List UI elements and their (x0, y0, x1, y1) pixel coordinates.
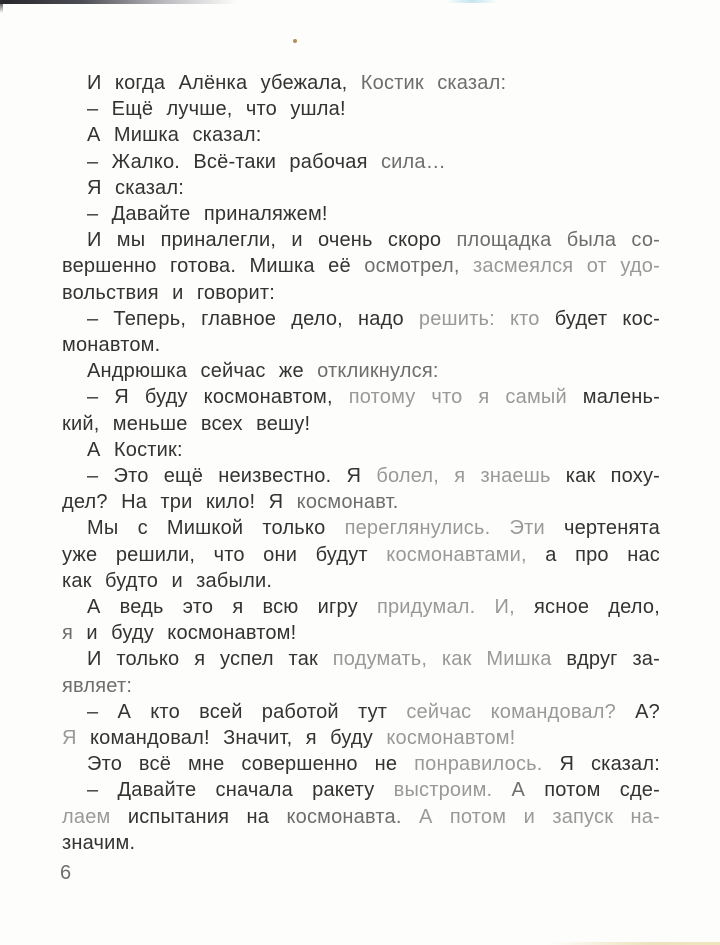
text-segment: малень- (582, 386, 660, 409)
text-line (62, 463, 660, 489)
text-segment: Я сказал: (87, 176, 185, 199)
text-segment: А Костик: (87, 438, 183, 461)
text-segment: значим. (62, 831, 136, 854)
text-line (62, 620, 660, 646)
text-line (62, 804, 660, 830)
text-segment: Костик сказал: (360, 72, 507, 94)
text-segment: космонавтами, (386, 543, 546, 566)
text-segment: – Теперь, главное дело, надо (87, 307, 419, 330)
text-segment: командовал! Значит, я буду (90, 727, 387, 750)
text-segment: переглянулись. Эти (344, 517, 564, 540)
text-segment: и буду космонавтом! (86, 622, 297, 645)
text-line (62, 358, 660, 384)
text-line (62, 542, 660, 568)
scan-artifact-top-tint (446, 0, 498, 3)
text-segment: сейчас командовал? (406, 700, 636, 723)
text-segment: Это всё мне совершенно не (87, 753, 415, 776)
text-line (62, 699, 660, 725)
text-segment: подумать, как Мишка (332, 648, 567, 671)
text-line (62, 253, 660, 279)
text-line (62, 751, 660, 777)
text-segment: как будто и забыли. (62, 569, 273, 592)
text-segment: космонавтом! (386, 727, 516, 750)
text-line (62, 70, 660, 96)
text-line (62, 673, 660, 699)
text-segment: И мы приналегли, и очень скоро (87, 229, 457, 252)
text-segment: Мы с Мишкой только (87, 517, 345, 540)
text-segment: А Мишка сказал: (87, 124, 262, 147)
text-line (62, 594, 660, 620)
text-segment: – Жалко. Всё-таки рабочая (87, 150, 381, 173)
text-line (62, 384, 660, 410)
text-line (62, 332, 660, 358)
text-segment: я (62, 622, 87, 645)
text-line (62, 306, 660, 332)
text-segment: вершенно готова. Мишка её (62, 255, 365, 278)
text-line (62, 96, 660, 122)
text-line (62, 280, 660, 306)
text-segment: А потом и запуск на- (418, 805, 660, 828)
text-segment: будет кос- (554, 307, 660, 330)
text-line (62, 515, 660, 541)
text-segment: являет: (62, 674, 133, 697)
text-segment: А ведь это я всю игру (87, 596, 377, 619)
text-line (62, 122, 660, 148)
text-line (62, 201, 660, 227)
text-segment: Андрюшка сейчас же (87, 360, 318, 383)
text-segment: решить: кто (418, 307, 555, 330)
text-segment: космонавта. (286, 805, 419, 828)
text-line (62, 411, 660, 437)
text-segment: И только я успел так (87, 648, 333, 671)
text-segment: потому что я самый (348, 386, 583, 409)
text-line (62, 437, 660, 463)
text-segment: вдруг за- (566, 648, 660, 671)
text-segment: сила… (380, 150, 446, 173)
text-segment: – А кто всей работой тут (87, 700, 407, 723)
scan-artifact-left-edge (0, 0, 3, 13)
speck-mark (293, 39, 297, 43)
text-column (62, 70, 660, 856)
page-number: 6 (60, 862, 72, 884)
text-line (62, 646, 660, 672)
text-segment: уже решили, что они будут (62, 543, 387, 566)
text-segment: – Это ещё неизвестно. Я (87, 465, 377, 488)
text-segment: – Давайте приналяжем! (87, 203, 328, 226)
text-segment: а про нас (545, 543, 661, 566)
text-segment: Я сказал: (559, 753, 660, 776)
text-segment: – Ещё лучше, что ушла! (87, 98, 346, 121)
text-segment: выстроим. (393, 779, 512, 802)
scan-artifact-top-edge (0, 0, 237, 4)
text-segment: чертенята (563, 517, 660, 540)
text-segment: засмеялся от удо- (473, 255, 660, 278)
text-segment: вольствия и говорит: (62, 281, 275, 304)
text-line (62, 830, 660, 856)
text-segment: откликнулся: (317, 360, 439, 383)
text-segment: – Я буду космонавтом, (87, 386, 349, 409)
text-segment: болел, я знаешь (376, 465, 566, 488)
text-segment: И когда Алёнка убежала, (87, 72, 361, 94)
text-segment: ясное дело, (534, 596, 660, 619)
text-segment: понравилось. (414, 753, 560, 776)
text-segment: потом сде- (544, 779, 660, 802)
text-line (62, 568, 660, 594)
text-segment: придумал. И, (376, 596, 535, 619)
text-segment: монавтом. (62, 334, 161, 357)
text-line (62, 227, 660, 253)
text-segment: площадка была со- (456, 229, 660, 252)
text-line (62, 149, 660, 175)
text-line (62, 777, 660, 803)
text-line (62, 489, 660, 515)
text-segment: А (511, 779, 545, 802)
text-segment: – Давайте сначала ракету (87, 779, 394, 802)
text-segment: осмотрел, (364, 255, 473, 278)
text-line (62, 725, 660, 751)
text-segment: Я (62, 727, 90, 750)
text-line (62, 175, 660, 201)
text-segment: кий, меньше всех вешу! (62, 412, 311, 435)
text-segment: А? (635, 700, 660, 723)
text-segment: испытания на (127, 805, 287, 828)
text-segment: лаем (62, 805, 128, 828)
text-segment: космонавт. (296, 491, 399, 514)
text-segment: дел? На три кило! Я (62, 491, 297, 514)
text-segment: как поху- (565, 465, 661, 488)
